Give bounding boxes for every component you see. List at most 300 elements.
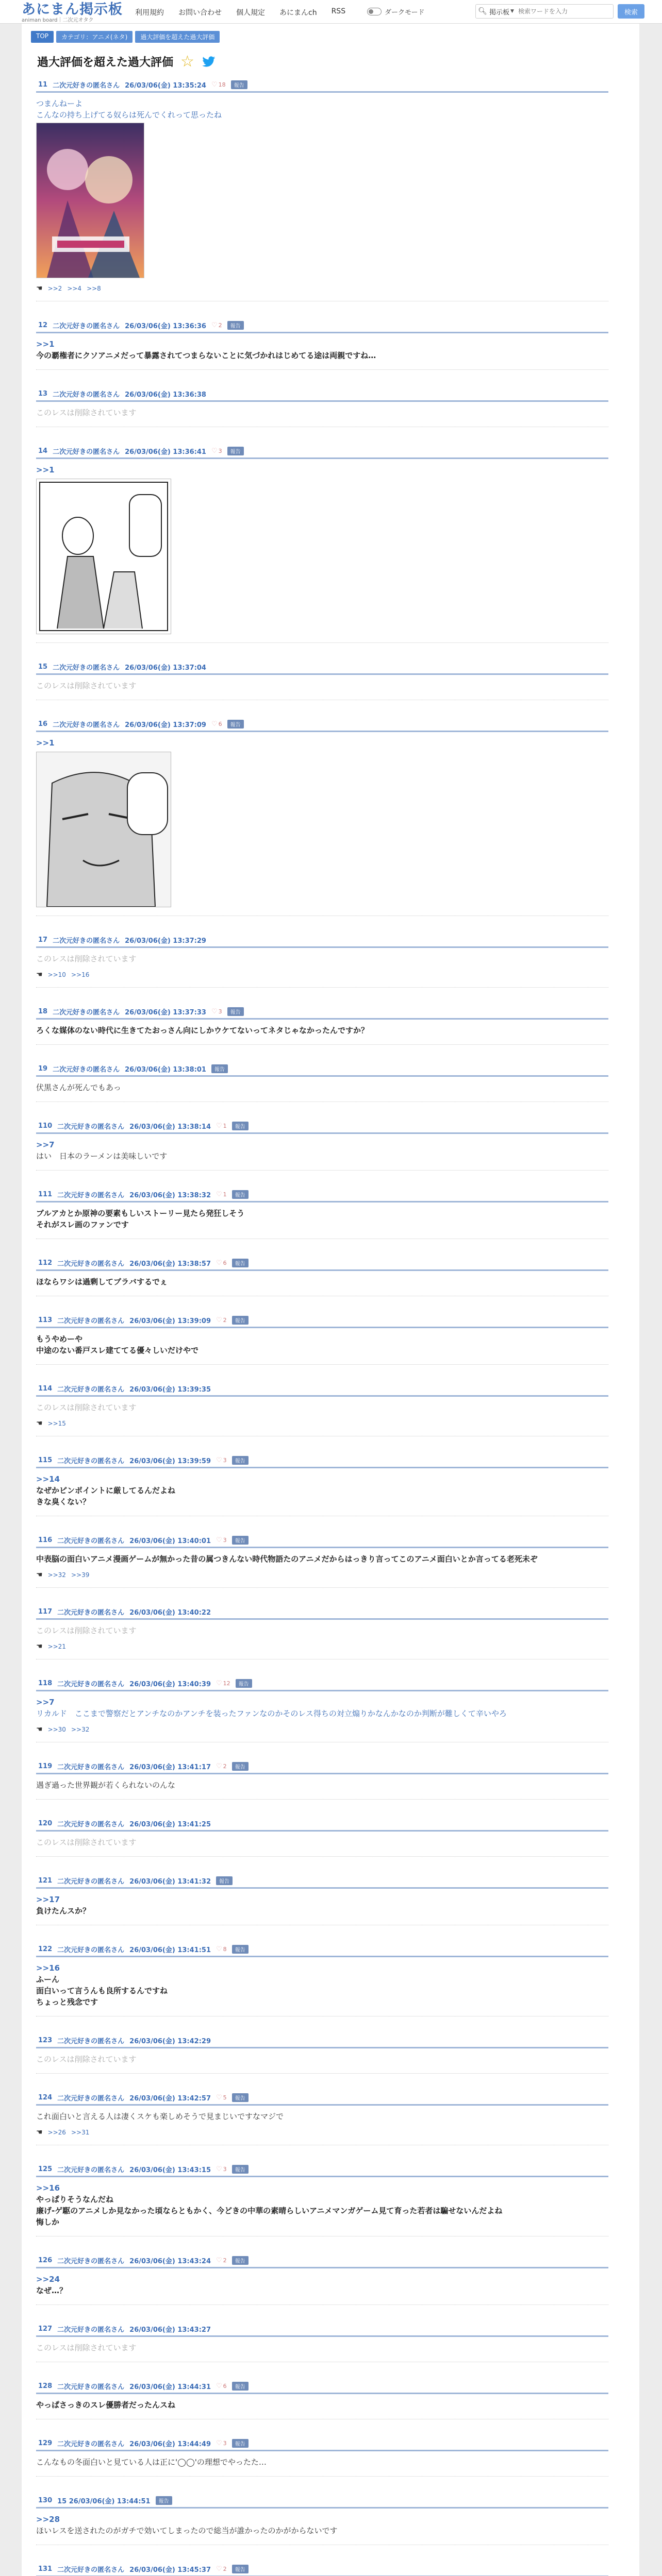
post-author: 二次元好きの匿名さん [53, 721, 120, 729]
like-count: 2 [218, 321, 222, 329]
like-count: 3 [223, 1456, 227, 1464]
heart-icon[interactable]: ♡ [216, 2382, 222, 2390]
post-header [36, 660, 608, 673]
post-text-line: このレスは削除されています [36, 1838, 137, 1847]
post-number[interactable]: 127 [38, 2325, 53, 2333]
post-text-line: こんなもの冬面白いと見ている人は正に'◯◯'の理想でやったた… [36, 2458, 267, 2467]
post-text-line: このレスは削除されています [36, 954, 137, 963]
post-date: 26/03/06(金) 13:44:49 [129, 2440, 211, 2448]
reply-link[interactable]: >>32 [71, 1726, 90, 1733]
post [36, 1677, 608, 1742]
post-text-line: 遇ぎ過った世界観が若くられないのんな [36, 1781, 176, 1790]
report-button[interactable]: 報告 [216, 1876, 233, 1885]
post-image[interactable] [37, 479, 171, 634]
search-scope-select[interactable]: 掲示板 [489, 8, 510, 16]
post-text-line: このレスは削除されています [36, 681, 137, 690]
post-text-line: 今の覇権者にクソアニメだって暴露されてつまらないことに気づかれはじめてる途は両親ですね… [36, 351, 376, 360]
post-number[interactable]: 14 [38, 447, 48, 455]
post-author: 二次元好きの匿名さん [57, 1123, 125, 1131]
post-body [36, 2399, 608, 2411]
report-button[interactable]: 報告 [232, 1259, 249, 1267]
reply-anchor-link[interactable]: >>7 [36, 1140, 55, 1149]
post-header [36, 1454, 608, 1466]
post-author: 二次元好きの匿名さん [53, 1008, 120, 1016]
reply-anchor-link[interactable]: >>24 [36, 2275, 60, 2284]
post-text-line: このレスは削除されています [36, 2343, 137, 2352]
post-author: 二次元好きの匿名さん [53, 448, 120, 456]
post-text-line: ほならワシは過剰してブラバするでぇ [36, 1277, 168, 1286]
reply-link[interactable]: >>21 [47, 1643, 66, 1650]
search-button[interactable]: 検索 [618, 4, 644, 19]
post-author: 二次元好きの匿名さん [53, 81, 120, 90]
post-image-frame[interactable] [36, 752, 171, 907]
report-button[interactable]: 報告 [227, 447, 244, 455]
top-bar [0, 0, 662, 24]
post [36, 2323, 608, 2362]
post-number[interactable]: 128 [38, 2382, 53, 2390]
post-author: 二次元好きの匿名さん [57, 1385, 125, 1394]
post-body [36, 98, 608, 278]
reply-anchor-link[interactable]: >>17 [36, 1895, 60, 1904]
post-author: 二次元好きの匿名さん [57, 2440, 125, 2448]
like-count: 6 [223, 2382, 227, 2389]
post-date: 26/03/06(金) 13:35:24 [125, 81, 206, 90]
post-header [36, 1120, 608, 1132]
report-button[interactable]: 報告 [227, 720, 244, 728]
post-number[interactable]: 121 [38, 1876, 53, 1885]
post-number[interactable]: 16 [38, 720, 48, 728]
toggle-switch[interactable] [367, 8, 382, 15]
like-count: 2 [223, 2257, 227, 2264]
report-button[interactable]: 報告 [232, 1536, 249, 1545]
post-header [36, 1677, 608, 1689]
report-button[interactable]: 報告 [232, 2256, 249, 2265]
reply-anchors [36, 971, 608, 979]
site-logo[interactable] [22, 2, 123, 23]
post-body [36, 2111, 608, 2122]
post [36, 1874, 608, 1925]
post-number[interactable]: 115 [38, 1456, 53, 1464]
post [36, 78, 608, 301]
reply-link[interactable]: >>39 [71, 1571, 90, 1579]
post-author: 二次元好きの匿名さん [57, 1820, 125, 1828]
post-number[interactable]: 131 [38, 2565, 53, 2573]
heart-icon[interactable]: ♡ [216, 1679, 222, 1687]
reply-link[interactable]: >>30 [47, 1726, 66, 1733]
post-date: 26/03/06(金) 13:38:57 [129, 1260, 211, 1268]
post-date: 26/03/06(金) 13:36:38 [125, 391, 206, 399]
report-button[interactable]: 報告 [232, 2165, 249, 2174]
post-body [36, 1025, 608, 1036]
post-number[interactable]: 12 [38, 321, 48, 329]
post-date: 26/03/06(金) 13:36:41 [125, 448, 206, 456]
heart-icon[interactable]: ♡ [216, 2565, 222, 2573]
heart-icon[interactable]: ♡ [216, 2165, 222, 2173]
reply-anchors [36, 1419, 608, 1428]
post-date: 26/03/06(金) 13:41:51 [129, 1946, 211, 1954]
post-header [36, 1534, 608, 1546]
post-body [36, 1473, 608, 1507]
reply-hand-icon: ☚ [36, 1571, 43, 1579]
reply-anchor-link[interactable]: >>7 [36, 1698, 55, 1707]
post-text-line: 中途のない番戸スレ建ててる優々しいだけやで [36, 1346, 199, 1355]
post-body [36, 1333, 608, 1356]
heart-icon[interactable]: ♡ [216, 1259, 222, 1267]
post-header [36, 1005, 608, 1018]
like-count: 3 [223, 1536, 227, 1544]
post-date: 26/03/06(金) 13:40:39 [129, 1680, 211, 1688]
post-text-line: 廉げ-ゲ駆のアニメしか見なかった頃ならともかく、今どきの中華の素晴らしいアニメマンガゲーム見て育った若者は騙せないんだよね [36, 2206, 503, 2215]
post [36, 2254, 608, 2305]
report-button[interactable]: 報告 [232, 2565, 249, 2573]
report-button[interactable]: 報告 [156, 2496, 172, 2505]
reply-anchor-link[interactable]: >>1 [36, 738, 55, 748]
post [36, 445, 608, 643]
post-body [36, 953, 608, 964]
post-author: 二次元好きの匿名さん [57, 1537, 125, 1545]
reply-hand-icon: ☚ [36, 1419, 43, 1428]
post-author: 二次元好きの匿名さん [57, 1457, 125, 1465]
post-text-line: つまんねーよ [36, 99, 83, 108]
heart-icon[interactable]: ♡ [216, 1945, 222, 1953]
post [36, 2437, 608, 2477]
heart-icon[interactable]: ♡ [211, 1007, 218, 1015]
post-number[interactable]: 116 [38, 1536, 53, 1544]
report-button[interactable]: 報告 [231, 80, 247, 89]
post [36, 387, 608, 427]
like-count: 2 [223, 2565, 227, 2572]
post-body [36, 1780, 608, 1791]
heart-icon[interactable]: ♡ [216, 2439, 222, 2447]
reply-link[interactable]: >>4 [67, 285, 82, 292]
post-date: 26/03/06(金) 13:39:35 [129, 1385, 211, 1394]
post-number[interactable]: 130 [38, 2496, 53, 2504]
post-text-line: このレスは削除されています [36, 1626, 137, 1635]
post-author: 二次元好きの匿名さん [53, 1065, 120, 1074]
post-number[interactable]: 123 [38, 2036, 53, 2044]
post-text-line: 伏黒さんが死んでもあっ [36, 1083, 121, 1092]
reply-anchor-link[interactable]: >>1 [36, 340, 55, 349]
logo-text[interactable]: あにまん掲示板 [22, 2, 123, 18]
post-image-frame[interactable] [36, 123, 144, 278]
post-body [36, 1139, 608, 1162]
logo-subtext: animan board｜二次元オタク [22, 18, 94, 23]
post-image[interactable] [37, 752, 171, 907]
post [36, 1120, 608, 1171]
post-header [36, 1760, 608, 1772]
post-number[interactable]: 112 [38, 1259, 53, 1267]
post-author: 二次元好きの匿名さん [57, 2383, 125, 2391]
reply-link[interactable]: >>31 [71, 2129, 90, 2136]
post [36, 660, 608, 700]
post-header [36, 2091, 608, 2104]
post-header [36, 2034, 608, 2046]
post [36, 1062, 608, 1102]
post [36, 1943, 608, 2016]
post-number[interactable]: 129 [38, 2439, 53, 2447]
post-date: 26/03/06(金) 13:42:29 [129, 2037, 211, 2045]
post-body [36, 2182, 608, 2228]
post-author: 二次元好きの匿名さん [57, 1680, 125, 1688]
reply-anchor-link[interactable]: >>28 [36, 2515, 60, 2524]
post-list [36, 78, 608, 2576]
post-author: 二次元好きの匿名さん [57, 1763, 125, 1771]
post [36, 718, 608, 916]
post-text-line: ちょっと残念です [36, 1997, 98, 2007]
report-button[interactable]: 報告 [232, 1316, 249, 1325]
post-number[interactable]: 120 [38, 1819, 53, 1827]
report-button[interactable]: 報告 [232, 1122, 249, 1130]
post-text-line: こんなの持ち上げてる奴らは死んでくれって思ったね [36, 110, 222, 120]
post-date: 26/03/06(金) 13:38:32 [129, 1191, 211, 1199]
like-count: 6 [218, 720, 222, 727]
post [36, 1605, 608, 1659]
post-author: 二次元好きの匿名さん [57, 1260, 125, 1268]
reply-link[interactable]: >>15 [47, 1420, 66, 1427]
heart-icon[interactable]: ♡ [216, 1316, 222, 1324]
dark-mode-toggle[interactable] [367, 7, 424, 16]
post-author: 二次元好きの匿名さん [57, 2037, 125, 2045]
post [36, 1534, 608, 1588]
post [36, 1760, 608, 1800]
post-date: 26/03/06(金) 13:40:22 [129, 1608, 211, 1617]
post [36, 2091, 608, 2145]
reply-hand-icon: ☚ [36, 1725, 43, 1734]
heart-icon[interactable]: ♡ [211, 80, 218, 89]
report-button[interactable]: 報告 [232, 1945, 249, 1954]
post-text-line: やっぱさっきのスレ優勝者だったんスね [36, 2400, 176, 2410]
toggle-knob [369, 9, 373, 14]
nav-terms[interactable]: 利用規約 [135, 9, 164, 17]
post-date: 26/03/06(金) 13:38:01 [125, 1065, 206, 1074]
like-count: 1 [223, 1191, 227, 1198]
reply-hand-icon: ☚ [36, 284, 43, 293]
report-button[interactable]: 報告 [232, 1456, 249, 1465]
reply-anchors [36, 1642, 608, 1651]
post-image[interactable] [37, 123, 144, 278]
heart-icon[interactable]: ♡ [216, 2256, 222, 2264]
post-text-line: このレスは削除されています [36, 1403, 137, 1412]
post-body [36, 1837, 608, 1848]
post-image-frame[interactable] [36, 479, 171, 634]
post-text-line: なぜ…？ [36, 2286, 68, 2295]
post-header [36, 2563, 608, 2575]
post-number[interactable]: 114 [38, 1384, 53, 1393]
report-button[interactable]: 報告 [232, 2382, 249, 2391]
post-author: 二次元好きの匿名さん [57, 1191, 125, 1199]
post-header [36, 1605, 608, 1618]
post-date: 26/03/06(金) 13:41:17 [129, 1763, 211, 1771]
post [36, 1188, 608, 1239]
heart-icon[interactable]: ♡ [216, 1456, 222, 1464]
post-header [36, 319, 608, 331]
report-button[interactable]: 報告 [227, 1007, 244, 1016]
search-input[interactable] [517, 7, 597, 15]
post-author: 二次元好きの匿名さん [57, 2257, 125, 2265]
post-author: 二次元好きの匿名さん [57, 1317, 125, 1325]
post-number[interactable]: 118 [38, 1679, 53, 1687]
post-author: 二次元好きの匿名さん [57, 1946, 125, 1954]
twitter-share-icon[interactable] [202, 56, 216, 67]
reply-link[interactable]: >>8 [87, 285, 101, 292]
like-count: 8 [223, 1945, 227, 1953]
post-number[interactable]: 124 [38, 2093, 53, 2102]
nav-privacy[interactable]: 個人規定 [236, 9, 265, 17]
post-header [36, 1257, 608, 1269]
reply-anchors [36, 1571, 608, 1579]
post-body [36, 1894, 608, 1917]
post-header [36, 1188, 608, 1200]
post-text-line: 負けたんスか？ [36, 1906, 91, 1916]
post-body [36, 2514, 608, 2536]
post-body [36, 2342, 608, 2353]
heart-icon[interactable]: ♡ [216, 1536, 222, 1544]
top-nav [135, 7, 345, 18]
heart-icon[interactable]: ♡ [216, 1762, 222, 1770]
heart-icon[interactable]: ♡ [211, 720, 218, 728]
search-box [475, 4, 614, 19]
post [36, 2034, 608, 2074]
post-body [36, 1625, 608, 1636]
reply-anchor-link[interactable]: >>1 [36, 465, 55, 474]
post-number[interactable]: 126 [38, 2256, 53, 2264]
post-text-line: このレスは削除されています [36, 2055, 137, 2064]
post-number[interactable]: 11 [38, 80, 48, 89]
post-header [36, 1943, 608, 1955]
report-button[interactable]: 報告 [236, 1679, 252, 1688]
report-button[interactable]: 報告 [232, 1190, 249, 1199]
post-number[interactable]: 17 [38, 936, 48, 944]
heart-icon[interactable]: ♡ [211, 321, 218, 329]
post-header [36, 2323, 608, 2335]
report-button[interactable]: 報告 [232, 2093, 249, 2102]
reply-anchor-link[interactable]: >>14 [36, 1475, 60, 1484]
heart-icon[interactable]: ♡ [216, 1122, 222, 1130]
post-text-line: きな臭くない？ [36, 1497, 91, 1506]
post-date: 26/03/06(金) 13:43:15 [129, 2166, 211, 2174]
post-header [36, 78, 608, 91]
post-date: 26/03/06(金) 13:44:31 [129, 2383, 211, 2391]
post-body [36, 1962, 608, 2008]
post-author: 二次元好きの匿名さん [53, 322, 120, 330]
nav-contact[interactable]: お問い合わせ [178, 9, 222, 17]
post-date: 26/03/06(金) 13:42:57 [129, 2094, 211, 2103]
reply-anchors [36, 284, 608, 293]
reply-anchor-link[interactable]: >>16 [36, 2183, 60, 2193]
post-date: 26/03/06(金) 13:39:59 [129, 1457, 211, 1465]
post-text-line: 悔しか [36, 2217, 60, 2227]
post-number[interactable]: 13 [38, 389, 48, 398]
post-body [36, 464, 608, 634]
post-author: 15 26/03/06(金) 13:44:51 [57, 2497, 151, 2505]
post-header [36, 387, 608, 400]
report-button[interactable]: 報告 [232, 1762, 249, 1771]
post-body [36, 1402, 608, 1413]
post-text-line: 面白いって言うんも良所するんですね [36, 1986, 168, 1995]
post-header [36, 934, 608, 946]
breadcrumb-thread[interactable]: 過大評価を超えた過大評価 [135, 31, 220, 43]
reply-link[interactable]: >>16 [71, 971, 90, 978]
heart-icon[interactable]: ♡ [216, 2093, 222, 2102]
reply-anchors [36, 1725, 608, 1734]
post-header [36, 1314, 608, 1326]
post-body [36, 407, 608, 418]
heart-icon[interactable]: ♡ [216, 1190, 222, 1198]
post-body [36, 2456, 608, 2468]
post [36, 1817, 608, 1857]
reply-link[interactable]: >>10 [47, 971, 66, 978]
breadcrumb-top[interactable]: TOP [31, 31, 54, 43]
reply-hand-icon: ☚ [36, 971, 43, 979]
heart-icon[interactable]: ♡ [211, 447, 218, 455]
report-button[interactable]: 報告 [227, 321, 244, 330]
reply-link[interactable]: >>26 [47, 2129, 66, 2136]
reply-link[interactable]: >>2 [47, 285, 62, 292]
title-row [37, 54, 216, 70]
post-number[interactable]: 19 [38, 1064, 48, 1073]
post-number[interactable]: 117 [38, 1607, 53, 1616]
post [36, 319, 608, 370]
post-author: 二次元好きの匿名さん [53, 664, 120, 672]
post-header [36, 1382, 608, 1395]
post-text-line: このレスは削除されています [36, 408, 137, 417]
like-count: 3 [223, 2165, 227, 2173]
reply-hand-icon: ☚ [36, 2128, 43, 2137]
report-button[interactable]: 報告 [232, 2439, 249, 2448]
post-number[interactable]: 125 [38, 2165, 53, 2173]
like-count: 12 [223, 1680, 230, 1687]
post [36, 2494, 608, 2545]
dark-mode-label: ダークモード [385, 9, 425, 16]
post-number[interactable]: 110 [38, 1122, 53, 1130]
post-date: 26/03/06(金) 13:37:09 [125, 721, 206, 729]
like-count: 3 [218, 447, 222, 454]
post-number[interactable]: 15 [38, 663, 48, 671]
reply-anchor-link[interactable]: >>16 [36, 1963, 60, 1973]
nav-animanch[interactable]: あにまんch [279, 9, 317, 17]
like-count: 2 [223, 1316, 227, 1324]
report-button[interactable]: 報告 [211, 1064, 228, 1073]
post-text-line: ろくな媒体のない時代に生きてたおっさん向にしかウケてないってネタじゃなかったんですか？ [36, 1026, 369, 1035]
post-date: 26/03/06(金) 13:39:09 [129, 1317, 211, 1325]
post-number[interactable]: 111 [38, 1190, 53, 1198]
like-count: 1 [223, 1122, 227, 1129]
post-date: 26/03/06(金) 13:43:24 [129, 2257, 211, 2265]
reply-link[interactable]: >>32 [47, 1571, 66, 1579]
post-body [36, 1082, 608, 1093]
post [36, 2563, 608, 2576]
search-icon: 🔍︎ [478, 7, 487, 15]
post-number[interactable]: 119 [38, 1762, 53, 1770]
post-number[interactable]: 18 [38, 1007, 48, 1015]
nav-rss[interactable]: RSS [331, 7, 346, 15]
post-author: 二次元好きの匿名さん [57, 2566, 125, 2574]
post-header [36, 2380, 608, 2392]
post-number[interactable]: 122 [38, 1945, 53, 1953]
post-body [36, 338, 608, 361]
post-number[interactable]: 113 [38, 1316, 53, 1324]
chevron-down-icon[interactable]: ▼ [510, 9, 514, 14]
reply-anchors [36, 2128, 608, 2137]
post-text-line: これ面白いと言える人は凄くスケも楽しめそうで見まじいですなマジで [36, 2112, 284, 2121]
like-count: 18 [218, 81, 226, 88]
post-date: 26/03/06(金) 13:40:01 [129, 1537, 211, 1545]
post-author: 二次元好きの匿名さん [57, 1877, 125, 1886]
post-header [36, 2163, 608, 2175]
favorite-star-icon[interactable]: ☆ [180, 52, 194, 71]
post-author: 二次元好きの匿名さん [53, 937, 120, 945]
breadcrumb-category[interactable]: カテゴリ：アニメ(ネタ) [56, 31, 133, 43]
